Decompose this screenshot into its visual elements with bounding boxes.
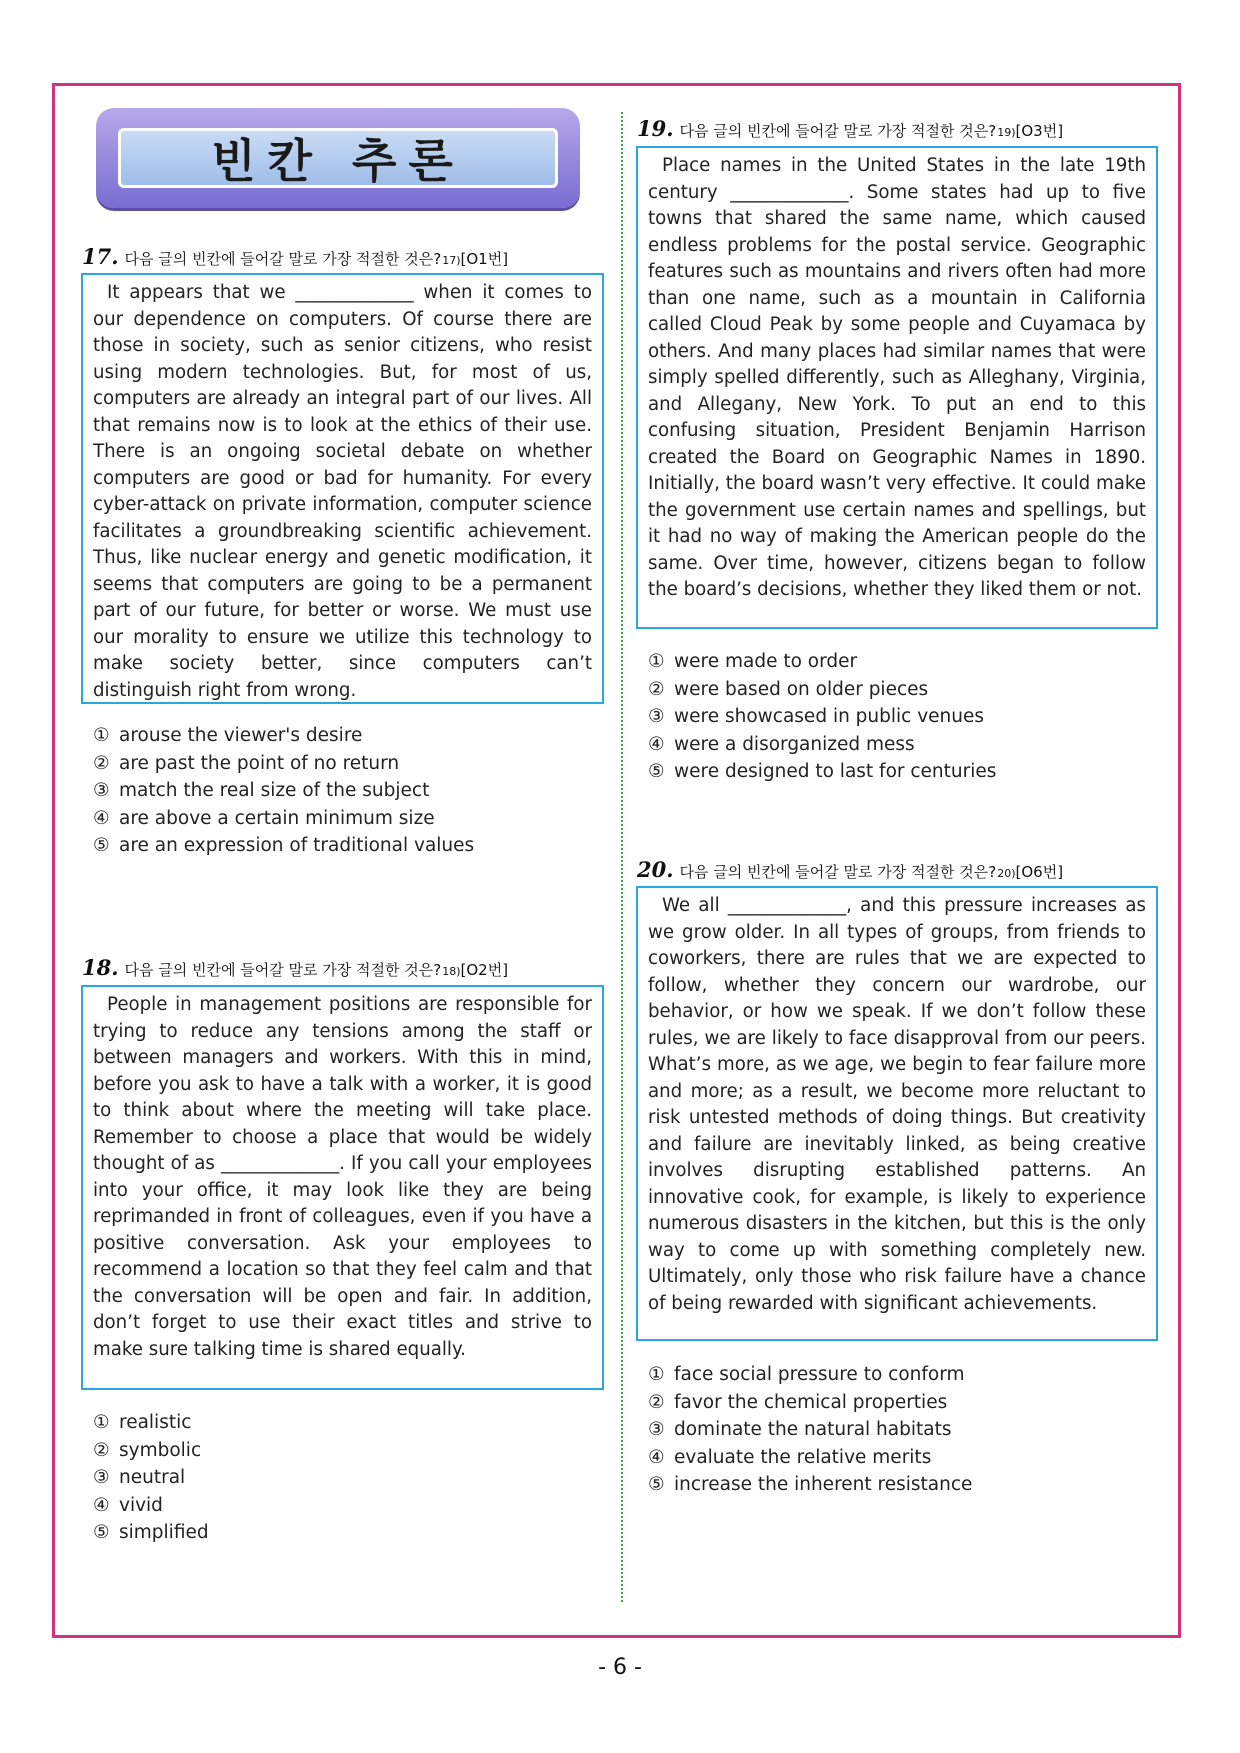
choice-number: ⑤ [93,1522,110,1543]
question-19-header [637,116,1063,141]
question-source-tag: [O3번] [1015,122,1064,140]
choice-number: ③ [648,706,665,727]
choice-number: ① [648,1364,665,1385]
choice-text: favor the chemical properties [674,1391,948,1413]
choice-text: were showcased in public venues [674,706,985,727]
choice-number: ② [648,678,665,700]
choice-text: neutral [119,1467,186,1488]
question-19-choices [648,651,996,789]
choice-number: ④ [93,1494,110,1516]
choice-text: are past the point of no return [119,752,400,774]
question-instruction: 다음 글의 빈칸에 들어갈 말로 가장 적절한 것은? [124,250,442,268]
choice-item[interactable] [93,753,474,781]
choice-text: are an expression of traditional values [119,835,475,856]
question-number: 20. [637,857,674,882]
question-18-choices [93,1412,209,1550]
choice-text: vivid [119,1494,163,1516]
page-number: - 6 - [598,1655,642,1680]
question-17-passage [81,273,604,704]
question-18-header [82,955,508,980]
choice-item[interactable] [93,1495,209,1523]
choice-number: ③ [648,1419,665,1440]
question-20-choices [648,1364,972,1502]
choice-text: increase the inherent resistance [674,1474,973,1495]
choice-number: ③ [93,780,110,801]
question-source-footnote: 20) [997,867,1016,880]
choice-item[interactable] [93,1467,209,1495]
passage-text: We all _____________, and this pressure increases as we grow older. In all types of groups, from friends to coworkers, there are rules that we are expected to follow, whether they concern our wardrobe, our behavior, or how we speak. If we don’t follow these rules, we are likely to face disapproval from our peers. What’s more, as we age, we begin to fear failure more and more; as a result, we become more reluctant to risk untested methods of doing things. But creativity and failure are inevitably linked, as being creative involves disrupting established patterns. An innovative cook, for example, is likely to experience numerous disasters in the kitchen, but this is the only way to come up with something completely new. Ultimately, only those who risk failure have a chance of being rewarded with significant achievements. [648,895,1146,1314]
choice-text: dominate the natural habitats [674,1419,952,1440]
question-19-passage [636,146,1158,629]
choice-item[interactable] [93,725,474,753]
question-instruction: 다음 글의 빈칸에 들어갈 말로 가장 적절한 것은? [679,122,997,140]
passage-text: People in management positions are responsible for trying to reduce any tensions among the staff or between managers and workers. With this in mind, before you ask to have a talk with a worker, it is good to think about where the meeting will take place. Remember to choose a place that would be widely thought of as _____________. If you call your employees into your office, it may look like they are being reprimanded in front of colleagues, even if you have a positive conversation. Ask your employees to recommend a location so that they feel calm and that the conversation will be open and fair. In addition, don’t forget to use their exact titles and strive to make sure talking time is shared equally. [93,994,592,1360]
choice-text: simplified [119,1522,209,1543]
choice-number: ⑤ [648,1474,665,1495]
section-title-panel [118,128,558,188]
choice-number: ① [93,725,110,746]
choice-item[interactable] [648,734,996,762]
choice-text: symbolic [119,1439,202,1461]
question-20-passage [636,886,1158,1341]
section-title: 빈칸 추론 [211,134,465,188]
question-instruction: 다음 글의 빈칸에 들어갈 말로 가장 적절한 것은? [679,863,997,881]
question-source-tag: [O1번] [460,250,509,268]
choice-text: were based on older pieces [674,678,929,700]
question-number: 18. [82,955,119,980]
question-source-tag: [O6번] [1015,863,1064,881]
section-title-badge [96,108,580,208]
choice-number: ⑤ [648,761,665,782]
passage-text: It appears that we _____________ when it comes to our dependence on computers. Of course there are those in society, such as senior citizens, who resist using modern technologies. But, for most of us, computers are already an integral part of our lives. All that remains now is to look at the ethics of their use. There is an ongoing societal debate on whether computers are good or bad for humanity. For every cyber-attack on private information, computer science facilitates a groundbreaking scientific achievement. Thus, like nuclear energy and genetic modification, it seems that computers are going to be a permanent part of our future, for better or worse. We must use our morality to ensure we utilize this technology to make society better, since computers can’t distinguish right from wrong. [93,282,592,701]
question-source-tag: [O2번] [460,961,509,979]
question-number: 17. [82,244,119,269]
choice-item[interactable] [93,1440,209,1468]
question-source-footnote: 17) [442,254,461,267]
choice-item[interactable] [93,835,474,863]
choice-item[interactable] [93,1522,209,1550]
choice-item[interactable] [93,808,474,836]
choice-text: were designed to last for centuries [674,761,997,782]
choice-item[interactable] [648,706,996,734]
choice-number: ② [93,752,110,774]
choice-item[interactable] [648,1392,972,1420]
choice-item[interactable] [93,780,474,808]
choice-item[interactable] [648,1419,972,1447]
question-number: 19. [637,116,674,141]
choice-number: ④ [648,1446,665,1468]
choice-text: evaluate the relative merits [674,1446,932,1468]
choice-text: face social pressure to conform [674,1364,965,1385]
column-divider [621,112,623,1602]
question-18-passage [81,985,604,1390]
question-20-header [637,857,1063,882]
choice-text: arouse the viewer's desire [119,725,363,746]
question-instruction: 다음 글의 빈칸에 들어갈 말로 가장 적절한 것은? [124,961,442,979]
question-source-footnote: 18) [442,965,461,978]
choice-item[interactable] [648,651,996,679]
choice-item[interactable] [648,1364,972,1392]
choice-number: ④ [93,807,110,829]
choice-item[interactable] [648,1447,972,1475]
choice-text: were a disorganized mess [674,733,915,755]
choice-text: are above a certain minimum size [119,807,435,829]
choice-text: match the real size of the subject [119,780,430,801]
choice-number: ③ [93,1467,110,1488]
choice-number: ② [93,1439,110,1461]
question-17-header [82,244,508,269]
choice-number: ⑤ [93,835,110,856]
question-source-footnote: 19) [997,126,1016,139]
choice-number: ① [648,651,665,672]
choice-number: ② [648,1391,665,1413]
question-17-choices [93,725,474,863]
choice-item[interactable] [648,1474,972,1502]
choice-item[interactable] [648,679,996,707]
choice-text: were made to order [674,651,858,672]
choice-item[interactable] [648,761,996,789]
passage-text: Place names in the United States in the late 19th century _____________. Some states had up to five towns that shared the same name, which caused endless problems for the postal service. Geographic features such as mountains and rivers often had more than one name, such as a mountain in California called Cloud Peak by some people and Cuyamaca by others. And many places had similar names that were simply spelled differently, such as Alleghany, Virginia, and Allegany, New York. To put an end to this confusing situation, President Benjamin Harrison created the Board on Geographic Names in 1890. Initially, the board wasn’t very effective. It could make the government use certain names and spellings, but it had no way of making the American people do the same. Over time, however, citizens began to follow the board’s decisions, whether they liked them or not. [648,155,1146,600]
choice-item[interactable] [93,1412,209,1440]
choice-number: ④ [648,733,665,755]
choice-text: realistic [119,1412,192,1433]
choice-number: ① [93,1412,110,1433]
